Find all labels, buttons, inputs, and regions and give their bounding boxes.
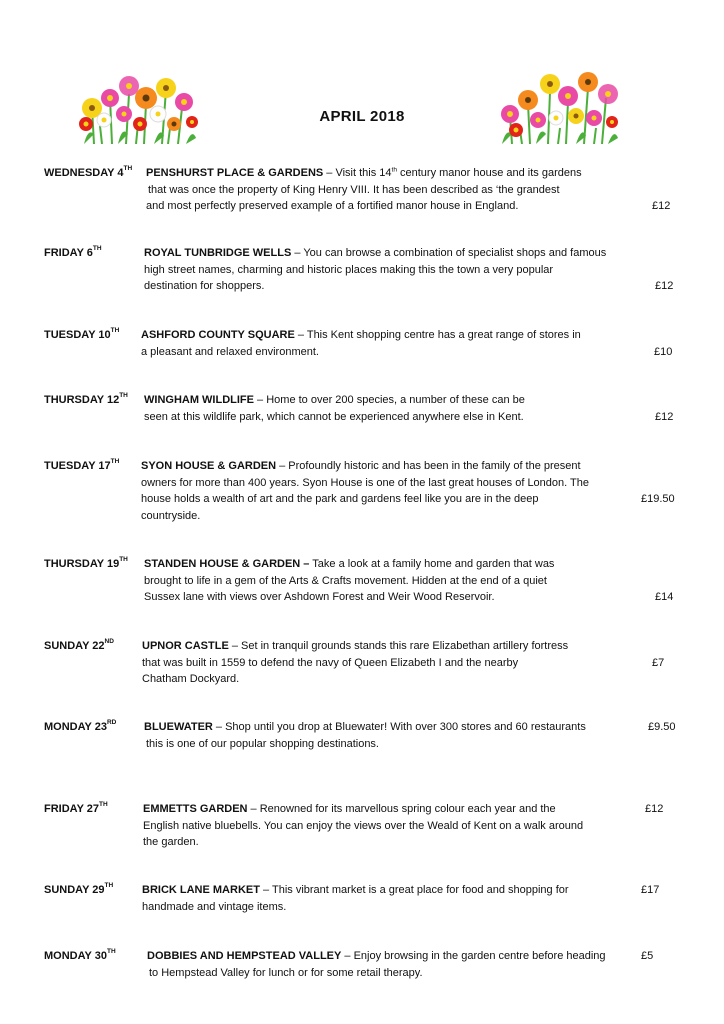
event-description-line: destination for shoppers.	[144, 280, 265, 292]
event-price: £10	[654, 345, 673, 358]
event-price: £7	[652, 656, 665, 669]
event-description-line: countryside.	[141, 509, 201, 522]
event-description-line: owners for more than 400 years. Syon House is one of the last great houses of London. The	[141, 476, 590, 489]
event-date: FRIDAY 6TH	[44, 245, 102, 259]
event-description-line: handmade and vintage items.	[142, 900, 287, 913]
event-price: £17	[641, 884, 660, 896]
event-price: £12	[645, 803, 664, 815]
event-description-line: this is one of our popular shopping destinations.	[146, 737, 379, 750]
event-name: SYON HOUSE & GARDEN	[141, 460, 277, 472]
event-description-line: a pleasant and relaxed environment.	[141, 345, 319, 358]
event-date: THURSDAY 12TH	[44, 392, 128, 406]
event-date: FRIDAY 27TH	[44, 801, 108, 815]
event-description-line: Sussex lane with views over Ashdown Forest and Weir Wood Reservoir.	[144, 591, 495, 603]
event-price: £9.50	[648, 721, 676, 733]
event-date: SUNDAY 22ND	[44, 638, 114, 652]
event-date: MONDAY 30TH	[44, 948, 116, 962]
event-date: TUESDAY 17TH	[44, 458, 120, 472]
event-date: THURSDAY 19TH	[44, 556, 128, 570]
event-description-line: brought to life in a gem of the Arts & Crafts movement. Hidden at the end of a quiet	[144, 574, 547, 587]
event-description-line: that was once the property of King Henry VIII. It has been described as ‘the grandest	[148, 183, 560, 196]
event-name: PENSHURST PLACE & GARDENS	[146, 167, 324, 179]
event-price: £5	[641, 950, 654, 962]
event-description-line: high street names, charming and historic places making this the town a very popular	[144, 263, 554, 276]
event-price: £12	[655, 280, 674, 292]
event-price: £12	[652, 200, 671, 212]
event-description-line: English native bluebells. You can enjoy the views over the Weald of Kent on a walk around	[143, 819, 584, 832]
event-description-line: that was built in 1559 to defend the navy of Queen Elizabeth I and the nearby	[142, 656, 519, 669]
event-description-line: house holds a wealth of art and the park and gardens feel like you are in the deep	[141, 493, 539, 505]
event-name: EMMETTS GARDEN	[143, 803, 248, 815]
page-title: APRIL 2018	[319, 108, 405, 125]
event-name: WINGHAM WILDLIFE	[144, 394, 254, 406]
event-description-line: to Hempstead Valley for lunch or for some retail therapy.	[149, 966, 423, 979]
event-description-line: Chatham Dockyard.	[142, 673, 240, 685]
event-price: £14	[655, 591, 674, 603]
event-price: £12	[655, 410, 674, 423]
event-name: UPNOR CASTLE	[142, 640, 229, 652]
event-description-line: and most perfectly preserved example of a fortified manor house in England.	[146, 200, 519, 212]
event-name: BRICK LANE MARKET	[142, 884, 260, 896]
event-date: TUESDAY 10TH	[44, 327, 120, 341]
event-description-line: the garden.	[143, 836, 199, 848]
event-description-line: seen at this wildlife park, which cannot be experienced anywhere else in Kent.	[144, 410, 524, 423]
event-name: ROYAL TUNBRIDGE WELLS	[144, 247, 292, 259]
event-name: DOBBIES AND HEMPSTEAD VALLEY	[147, 950, 342, 962]
flowers-illustration-left	[74, 68, 204, 144]
event-price: £19.50	[641, 493, 675, 505]
event-name: BLUEWATER	[144, 721, 213, 733]
event-name: STANDEN HOUSE & GARDEN –	[144, 558, 310, 570]
event-date: WEDNESDAY 4TH	[44, 165, 133, 179]
event-date: MONDAY 23RD	[44, 719, 117, 733]
event-name: ASHFORD COUNTY SQUARE	[141, 329, 295, 341]
flowers-illustration-right	[494, 68, 624, 144]
event-date: SUNDAY 29TH	[44, 882, 114, 896]
